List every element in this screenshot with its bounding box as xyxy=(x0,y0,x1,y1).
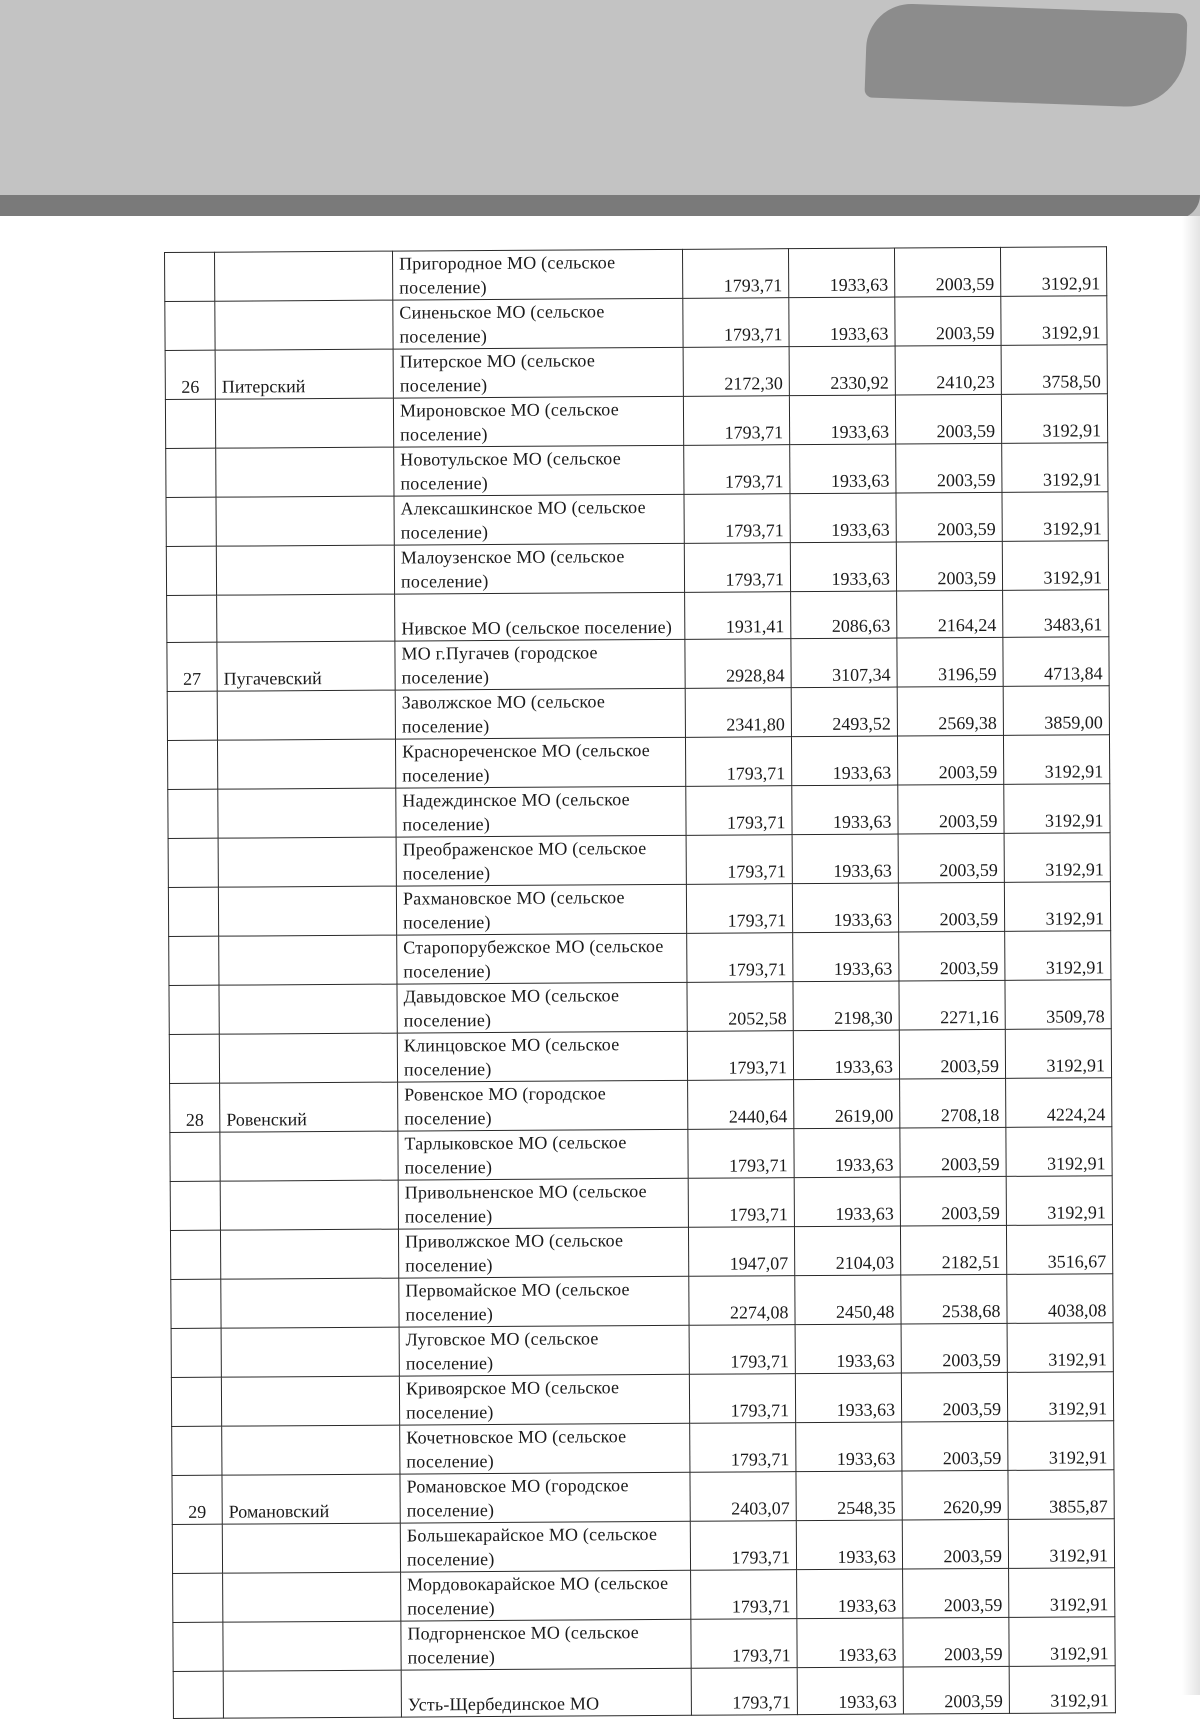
table-row xyxy=(165,345,1107,400)
district-name xyxy=(221,1376,399,1426)
value-col-4: 3483,61 xyxy=(1003,590,1109,638)
row-number: 28 xyxy=(170,1083,220,1132)
municipality-text: Давыдовское МО (сельское поселение) xyxy=(403,985,620,1031)
table-row xyxy=(166,443,1108,498)
value-col-2: 1933,63 xyxy=(797,1667,903,1715)
tariff-table-body xyxy=(165,247,1116,1719)
municipality-name xyxy=(398,1080,688,1131)
municipality-name xyxy=(395,688,685,739)
municipality-name xyxy=(393,396,683,447)
row-number xyxy=(167,691,217,740)
value-col-1: 1793,71 xyxy=(688,1129,794,1179)
row-number xyxy=(167,595,217,642)
row-number xyxy=(165,252,215,301)
row-number xyxy=(168,789,218,838)
municipality-name xyxy=(395,737,685,788)
value-col-3: 2003,59 xyxy=(894,247,1000,297)
municipality-name xyxy=(393,298,683,349)
municipality-text: Рахмановское МО (сельское поселение) xyxy=(402,887,625,933)
value-col-4: 3509,78 xyxy=(1005,980,1111,1030)
table-row xyxy=(167,686,1109,741)
municipality-name xyxy=(399,1374,689,1425)
value-col-4: 3192,91 xyxy=(1002,541,1108,591)
table-row xyxy=(172,1470,1114,1525)
value-col-2: 1933,63 xyxy=(794,1177,900,1227)
municipality-name xyxy=(401,1668,691,1717)
table-row xyxy=(170,1127,1112,1182)
municipality-name xyxy=(400,1423,690,1474)
value-col-1: 1947,07 xyxy=(688,1227,794,1277)
value-col-1: 1793,71 xyxy=(683,298,789,348)
municipality-text: Нивское МО (сельское поселение) xyxy=(401,616,673,639)
municipality-name xyxy=(394,543,684,594)
value-col-1: 1793,71 xyxy=(683,396,789,446)
value-col-4: 3855,87 xyxy=(1008,1470,1114,1520)
value-col-4: 3192,91 xyxy=(1009,1666,1115,1714)
district-name xyxy=(216,447,394,497)
value-col-2: 2450,48 xyxy=(795,1275,901,1325)
value-col-1: 1793,71 xyxy=(687,1031,793,1081)
row-number: 26 xyxy=(165,350,215,399)
municipality-text: Тарлыковское МО (сельское поселение) xyxy=(404,1132,627,1178)
district-name xyxy=(216,545,394,595)
table-row xyxy=(166,492,1108,547)
municipality-name xyxy=(398,1178,688,1229)
value-col-1: 1793,71 xyxy=(688,1178,794,1228)
district-name xyxy=(217,594,395,642)
table-row xyxy=(173,1617,1115,1672)
row-number xyxy=(166,546,216,595)
district-name xyxy=(222,1523,400,1573)
value-col-4: 3192,91 xyxy=(1007,1372,1113,1422)
row-number: 27 xyxy=(167,642,217,691)
table-row xyxy=(169,980,1111,1035)
table-row xyxy=(165,394,1107,449)
municipality-name xyxy=(399,1325,689,1376)
value-col-2: 1933,63 xyxy=(792,883,898,933)
municipality-name xyxy=(394,494,684,545)
table-row xyxy=(168,882,1110,937)
row-number: 29 xyxy=(172,1475,222,1524)
table-row xyxy=(170,1225,1112,1280)
value-col-1: 2052,58 xyxy=(687,982,793,1032)
table-row xyxy=(171,1274,1113,1329)
row-number xyxy=(171,1328,221,1377)
municipality-text: Ровенское МО (городское поселение) xyxy=(404,1083,607,1129)
value-col-3: 2708,18 xyxy=(900,1078,1006,1128)
value-col-1: 1793,71 xyxy=(690,1423,796,1473)
value-col-1: 2274,08 xyxy=(689,1276,795,1326)
value-col-2: 1933,63 xyxy=(791,736,897,786)
value-col-2: 2548,35 xyxy=(796,1471,902,1521)
value-col-4: 3192,91 xyxy=(1004,784,1110,834)
municipality-name xyxy=(394,445,684,496)
value-col-4: 3859,00 xyxy=(1003,686,1109,736)
municipality-text: Приволжское МО (сельское поселение) xyxy=(404,1230,624,1276)
value-col-4: 3192,91 xyxy=(1001,296,1107,346)
value-col-3: 2003,59 xyxy=(899,1029,1005,1079)
value-col-1: 1793,71 xyxy=(686,835,792,885)
district-name xyxy=(219,984,397,1034)
value-col-4: 3192,91 xyxy=(1008,1519,1114,1569)
value-col-1: 1793,71 xyxy=(689,1325,795,1375)
value-col-3: 2182,51 xyxy=(900,1225,1006,1275)
municipality-text: Старопорубежское МО (сельское поселение) xyxy=(403,935,664,982)
value-col-3: 2538,68 xyxy=(901,1274,1007,1324)
municipality-name xyxy=(397,933,687,984)
table-row xyxy=(171,1323,1113,1378)
value-col-1: 1793,71 xyxy=(686,884,792,934)
municipality-name xyxy=(395,592,685,641)
district-name xyxy=(223,1621,401,1671)
value-col-4: 3192,91 xyxy=(1002,443,1108,493)
table-row xyxy=(169,931,1111,986)
value-col-1: 1793,71 xyxy=(690,1521,796,1571)
value-col-1: 1793,71 xyxy=(686,786,792,836)
value-col-3: 2003,59 xyxy=(901,1323,1007,1373)
value-col-2: 1933,63 xyxy=(792,834,898,884)
value-col-3: 2003,59 xyxy=(899,931,1005,981)
value-col-2: 2104,03 xyxy=(794,1226,900,1276)
value-col-4: 3192,91 xyxy=(1004,833,1110,883)
value-col-3: 2003,59 xyxy=(895,296,1001,346)
row-number xyxy=(172,1524,222,1573)
municipality-name xyxy=(392,249,682,300)
row-number xyxy=(165,399,215,448)
value-col-2: 1933,63 xyxy=(795,1373,901,1423)
row-number xyxy=(166,448,216,497)
municipality-text: Синеньское МО (сельское поселение) xyxy=(399,301,605,347)
municipality-text: Малоузенское МО (сельское поселение) xyxy=(400,546,625,592)
municipality-name xyxy=(398,1129,688,1180)
row-number xyxy=(171,1377,221,1426)
municipality-text: Первомайское МО (сельское поселение) xyxy=(405,1279,630,1325)
row-number xyxy=(168,887,218,936)
row-number xyxy=(169,1034,219,1083)
municipality-text: Кривоярское МО (сельское поселение) xyxy=(405,1377,620,1423)
table-row xyxy=(170,1078,1112,1133)
municipality-text: Новотульское МО (сельское поселение) xyxy=(400,448,621,494)
value-col-4: 3192,91 xyxy=(1006,1127,1112,1177)
row-number xyxy=(166,497,216,546)
district-name: Пугачевский xyxy=(217,641,395,691)
district-name xyxy=(220,1229,398,1279)
value-col-3: 2003,59 xyxy=(896,443,1002,493)
value-col-2: 1933,63 xyxy=(794,1128,900,1178)
municipality-text: Клинцовское МО (сельское поселение) xyxy=(403,1034,620,1080)
district-name xyxy=(217,739,395,789)
row-number xyxy=(165,301,215,350)
row-number xyxy=(173,1622,223,1671)
district-name xyxy=(219,935,397,985)
value-col-2: 1933,63 xyxy=(789,297,895,347)
municipality-name xyxy=(396,786,686,837)
value-col-3: 2003,59 xyxy=(896,541,1002,591)
municipality-name xyxy=(395,639,685,690)
value-col-1: 2440,64 xyxy=(688,1080,794,1130)
municipality-text: Алексашкинское МО (сельское поселение) xyxy=(400,497,646,543)
value-col-1: 2403,07 xyxy=(690,1472,796,1522)
value-col-2: 1933,63 xyxy=(792,785,898,835)
municipality-name xyxy=(398,1227,688,1278)
district-name xyxy=(215,300,393,350)
value-col-1: 2172,30 xyxy=(683,347,789,397)
municipality-name xyxy=(396,884,686,935)
value-col-2: 1933,63 xyxy=(788,248,894,298)
municipality-text: Романовское МО (городское поселение) xyxy=(406,1475,629,1521)
table-row xyxy=(170,1176,1112,1231)
municipality-text: МО г.Пугачев (городское поселение) xyxy=(401,642,598,688)
row-number xyxy=(171,1279,221,1328)
district-name xyxy=(215,251,393,301)
value-col-4: 3192,91 xyxy=(1000,247,1106,297)
value-col-3: 2003,59 xyxy=(898,833,1004,883)
municipality-text: Мордовокарайское МО (сельское поселение) xyxy=(407,1572,669,1619)
value-col-2: 2493,52 xyxy=(791,687,897,737)
value-col-2: 1933,63 xyxy=(790,493,896,543)
value-col-3: 3196,59 xyxy=(897,637,1003,687)
district-name xyxy=(216,496,394,546)
value-col-2: 2619,00 xyxy=(794,1079,900,1129)
value-col-4: 3192,91 xyxy=(1009,1568,1115,1618)
row-number xyxy=(169,985,219,1034)
table-row xyxy=(166,541,1108,596)
value-col-4: 3192,91 xyxy=(1005,931,1111,981)
value-col-3: 2620,99 xyxy=(902,1470,1008,1520)
value-col-4: 3516,67 xyxy=(1006,1225,1112,1275)
value-col-1: 2928,84 xyxy=(685,639,791,689)
row-number xyxy=(170,1132,220,1181)
value-col-3: 2003,59 xyxy=(903,1617,1009,1667)
value-col-3: 2003,59 xyxy=(901,1372,1007,1422)
value-col-2: 1933,63 xyxy=(790,542,896,592)
value-col-3: 2003,59 xyxy=(897,735,1003,785)
value-col-3: 2569,38 xyxy=(897,686,1003,736)
value-col-2: 1933,63 xyxy=(795,1324,901,1374)
municipality-text: Краснореченское МО (сельское поселение) xyxy=(401,740,651,786)
district-name xyxy=(220,1180,398,1230)
district-name: Питерский xyxy=(215,349,393,399)
value-col-4: 3192,91 xyxy=(1001,394,1107,444)
value-col-1: 1793,71 xyxy=(691,1619,797,1669)
value-col-3: 2003,59 xyxy=(896,492,1002,542)
value-col-4: 3192,91 xyxy=(1006,1176,1112,1226)
district-name xyxy=(220,1131,398,1181)
value-col-3: 2003,59 xyxy=(903,1666,1009,1714)
table-row xyxy=(168,784,1110,839)
municipality-text: Кочетновское МО (сельское поселение) xyxy=(406,1426,627,1472)
municipality-name xyxy=(397,1031,687,1082)
municipality-name xyxy=(400,1521,690,1572)
value-col-2: 2330,92 xyxy=(789,346,895,396)
tariff-table xyxy=(164,246,1116,1719)
value-col-1: 1793,71 xyxy=(682,249,788,299)
value-col-4: 3192,91 xyxy=(1007,1323,1113,1373)
value-col-4: 4038,08 xyxy=(1007,1274,1113,1324)
district-name xyxy=(223,1572,401,1622)
value-col-2: 1933,63 xyxy=(793,1030,899,1080)
district-name xyxy=(217,690,395,740)
row-number xyxy=(167,740,217,789)
municipality-name xyxy=(400,1472,690,1523)
municipality-name xyxy=(401,1570,691,1621)
value-col-4: 3192,91 xyxy=(1008,1421,1114,1471)
page-right-edge xyxy=(1182,216,1200,1695)
tariff-table-container xyxy=(164,246,1109,1719)
row-number xyxy=(169,936,219,985)
value-col-2: 2198,30 xyxy=(793,981,899,1031)
row-number xyxy=(168,838,218,887)
table-row xyxy=(172,1421,1114,1476)
district-name xyxy=(218,886,396,936)
value-col-3: 2003,59 xyxy=(900,1127,1006,1177)
value-col-4: 3192,91 xyxy=(1003,735,1109,785)
municipality-name xyxy=(393,347,683,398)
value-col-1: 1793,71 xyxy=(685,737,791,787)
value-col-4: 3192,91 xyxy=(1009,1617,1115,1667)
municipality-name xyxy=(399,1276,689,1327)
table-row xyxy=(171,1372,1113,1427)
district-name xyxy=(223,1670,401,1718)
value-col-1: 1793,71 xyxy=(684,445,790,495)
table-row xyxy=(167,637,1109,692)
value-col-2: 1933,63 xyxy=(797,1569,903,1619)
value-col-3: 2164,24 xyxy=(897,590,1003,638)
value-col-2: 1933,63 xyxy=(793,932,899,982)
value-col-3: 2410,23 xyxy=(895,345,1001,395)
municipality-text: Преображенское МО (сельское поселение) xyxy=(402,838,647,884)
value-col-2: 1933,63 xyxy=(796,1422,902,1472)
table-row xyxy=(167,590,1109,643)
table-row xyxy=(168,833,1110,888)
value-col-1: 1793,71 xyxy=(691,1570,797,1620)
value-col-1: 1793,71 xyxy=(684,543,790,593)
table-row xyxy=(165,247,1107,302)
municipality-text: Луговское МО (сельское поселение) xyxy=(405,1328,599,1374)
value-col-2: 2086,63 xyxy=(791,591,897,639)
district-name xyxy=(215,398,393,448)
value-col-2: 1933,63 xyxy=(796,1520,902,1570)
row-number xyxy=(172,1426,222,1475)
district-name xyxy=(218,837,396,887)
municipality-text: Привольненское МО (сельское поселение) xyxy=(404,1181,647,1227)
value-col-3: 2003,59 xyxy=(898,784,1004,834)
value-col-3: 2003,59 xyxy=(900,1176,1006,1226)
municipality-name xyxy=(396,835,686,886)
value-col-1: 1793,71 xyxy=(684,494,790,544)
value-col-2: 1933,63 xyxy=(789,395,895,445)
value-col-3: 2003,59 xyxy=(902,1519,1008,1569)
district-name xyxy=(221,1327,399,1377)
table-row xyxy=(172,1519,1114,1574)
district-name: Ровенский xyxy=(220,1082,398,1132)
municipality-text: Усть-Щербединское МО xyxy=(407,1693,600,1715)
value-col-1: 1793,71 xyxy=(689,1374,795,1424)
table-row xyxy=(169,1029,1111,1084)
table-row xyxy=(167,735,1109,790)
district-name xyxy=(219,1033,397,1083)
row-number xyxy=(170,1181,220,1230)
value-col-3: 2271,16 xyxy=(899,980,1005,1030)
value-col-3: 2003,59 xyxy=(902,1421,1008,1471)
value-col-2: 3107,34 xyxy=(791,638,897,688)
row-number xyxy=(170,1230,220,1279)
district-name xyxy=(218,788,396,838)
municipality-text: Большекарайское МО (сельское поселение) xyxy=(406,1524,658,1570)
value-col-4: 4224,24 xyxy=(1006,1078,1112,1128)
value-col-1: 1793,71 xyxy=(691,1668,797,1716)
value-col-1: 1931,41 xyxy=(685,592,791,640)
value-col-2: 1933,63 xyxy=(790,444,896,494)
municipality-text: Пригородное МО (сельское поселение) xyxy=(399,252,616,298)
scan-smudge xyxy=(864,2,1187,108)
municipality-name xyxy=(401,1619,691,1670)
district-name xyxy=(222,1425,400,1475)
value-col-2: 1933,63 xyxy=(797,1618,903,1668)
table-row xyxy=(173,1666,1115,1719)
value-col-4: 3192,91 xyxy=(1005,1029,1111,1079)
value-col-4: 3758,50 xyxy=(1001,345,1107,395)
municipality-text: Мироновское МО (сельское поселение) xyxy=(399,399,619,445)
row-number xyxy=(173,1573,223,1622)
municipality-text: Надеждинское МО (сельское поселение) xyxy=(402,789,630,835)
value-col-4: 3192,91 xyxy=(1004,882,1110,932)
value-col-1: 1793,71 xyxy=(687,933,793,983)
value-col-3: 2003,59 xyxy=(903,1568,1009,1618)
district-name: Романовский xyxy=(222,1474,400,1524)
value-col-3: 2003,59 xyxy=(898,882,1004,932)
value-col-3: 2003,59 xyxy=(895,394,1001,444)
municipality-text: Заволжское МО (сельское поселение) xyxy=(401,691,606,737)
value-col-4: 3192,91 xyxy=(1002,492,1108,542)
value-col-4: 4713,84 xyxy=(1003,637,1109,687)
district-name xyxy=(221,1278,399,1328)
municipality-text: Питерское МО (сельское поселение) xyxy=(399,350,596,396)
municipality-name xyxy=(397,982,687,1033)
municipality-text: Подгорненское МО (сельское поселение) xyxy=(407,1622,639,1668)
value-col-1: 2341,80 xyxy=(685,688,791,738)
table-row xyxy=(165,296,1107,351)
table-row xyxy=(173,1568,1115,1623)
